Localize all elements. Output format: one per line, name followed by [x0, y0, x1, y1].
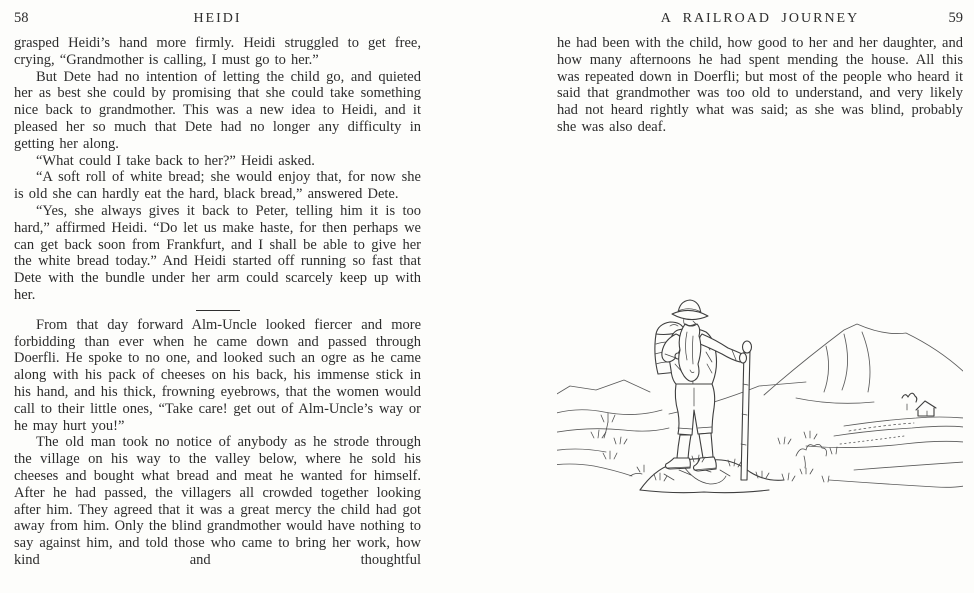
running-head-right	[557, 10, 963, 27]
body-paragraph: The old man took no notice of anybody as he strode through the village on his way to the valley below, where he sold his cheeses and bought what bread and meat he wanted for himself. After he had passed, the villagers all crowded together looking after him. They agreed that it was a great mercy the child had got away from him. Only the blind grandmother would have nothing to say against him, and told those who came to bring her work, how kind and thoughtful	[14, 434, 421, 568]
page-58	[14, 0, 421, 593]
left-stocking	[677, 435, 691, 459]
road-line	[834, 426, 963, 436]
page-body-left	[14, 35, 421, 569]
body-paragraph: “A soft roll of white bread; she would enjoy that, for now she is old she can hardly eat the hard, black bread,” answered Dete.	[14, 169, 421, 203]
chalet-body	[918, 408, 934, 416]
body-paragraph: From that day forward Alm-Uncle looked fiercer and more forbidding than ever when he came down and passed through Doerfli. He spoke to no one, and looked such an ogre as he came along with his pack of cheeses on his back, his immense stick in his hand, and his thick, frowning eyebrows, that the women would call to their little ones, “Take care! get out of Alm-Uncle’s way or he may hurt you!”	[14, 316, 421, 434]
bush-right	[778, 431, 837, 468]
body-paragraph: But Dete had no intention of letting the child go, and quieted her as best she could by promising that she could take something nice back to grandmother. This was a new idea to Heidi, and it pleased her so much that Dete had no longer any difficulty in getting her along.	[14, 68, 421, 152]
body-paragraph: “What could I take back to her?” Heidi asked.	[36, 152, 315, 169]
valley-and-chalet	[806, 393, 963, 487]
mountain-right	[764, 324, 963, 403]
page-body-right	[557, 35, 963, 136]
chalet-roof	[916, 401, 936, 410]
running-title-right: A RAILROAD JOURNEY	[660, 11, 860, 26]
left-hand	[740, 353, 747, 363]
body-paragraph: he had been with the child, how good to her and her daughter, and how many afternoons he had spent mending the house. All this was repeated down in Doerfli; but most of the people who heard it said that grandmother was too old to understand, and very likely had not heard rightly what was said; as she was blind, probably she was also deaf.	[557, 35, 963, 135]
running-title-left: HEIDI	[193, 11, 242, 26]
right-stocking	[699, 433, 713, 458]
grass-tufts	[637, 455, 829, 482]
section-break-rule	[196, 310, 240, 311]
hat	[672, 300, 708, 320]
mountains-left	[557, 380, 669, 476]
running-head-left	[14, 10, 421, 27]
book-illustration-alm-uncle	[557, 294, 963, 504]
page-59	[557, 0, 963, 593]
tree	[902, 393, 917, 402]
beard	[679, 324, 701, 381]
alm-uncle-figure	[655, 300, 752, 480]
road-line	[844, 417, 963, 426]
body-paragraph: grasped Heidi’s hand more firmly. Heidi struggled to get free, crying, “Grandmother is calling, I must go to her.”	[14, 35, 421, 68]
page-number-right: 59	[948, 10, 963, 26]
body-paragraph: “Yes, she always gives it back to Peter, telling him it is too hard,” affirmed Heidi. “Do let us make haste, for then perhaps we can get back soon from Frankfurt, and I shall be able to give her the white bread today.” And Heidi started off running so fast that Dete with the bundle under her arm could scarcely keep up with her.	[14, 202, 421, 303]
page-number-left: 58	[14, 10, 29, 26]
